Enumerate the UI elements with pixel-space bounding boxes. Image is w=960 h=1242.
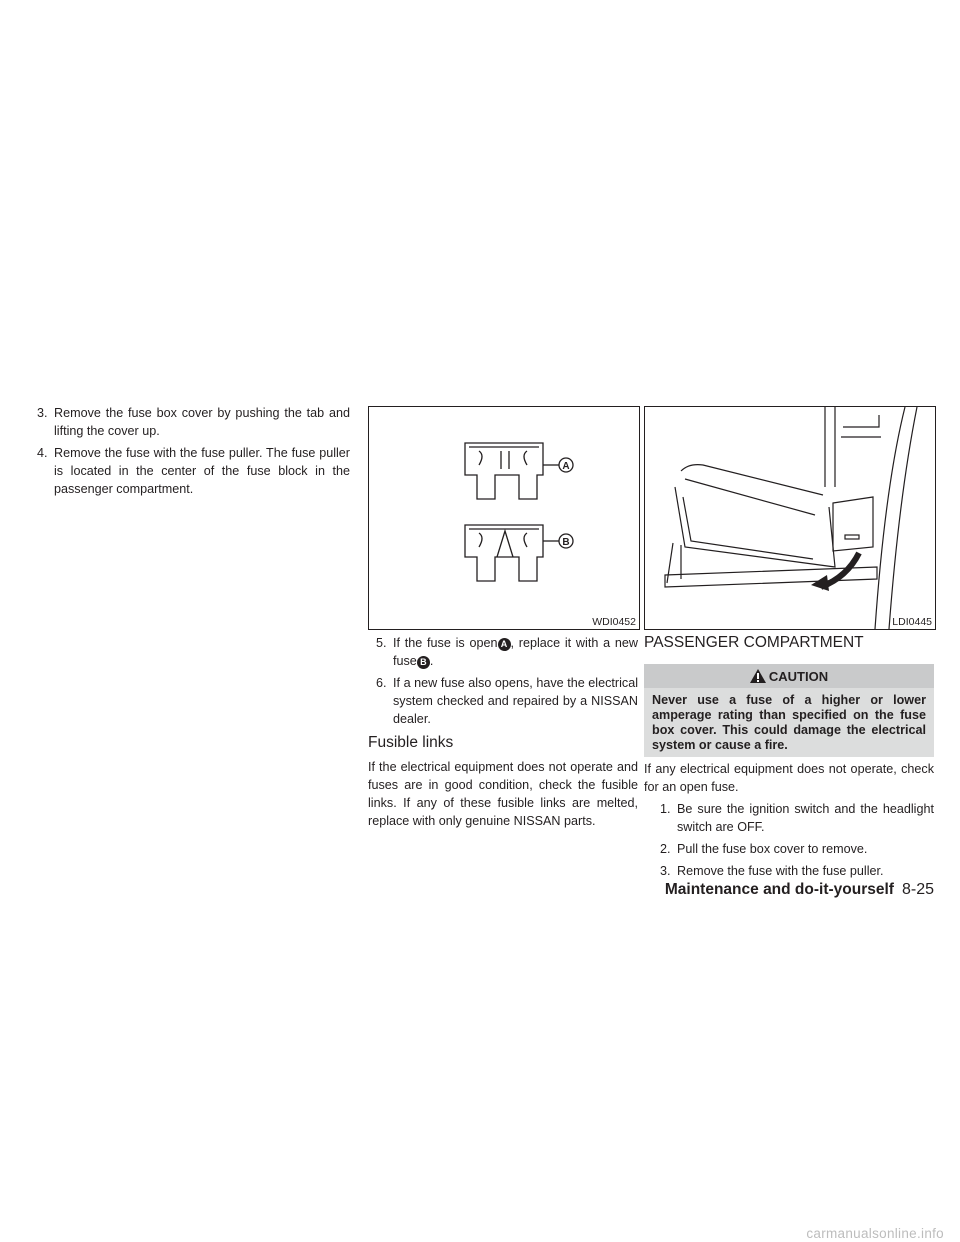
fusible-links-heading: Fusible links: [368, 734, 454, 751]
step-number: 4.: [37, 446, 48, 460]
step-text: If a new fuse also opens, have the electrical system checked and repaired by a NISSAN dealer.: [393, 676, 638, 726]
figure-code: WDI0452: [592, 616, 636, 628]
warning-icon: [750, 669, 766, 683]
intro-text: If any electrical equipment does not operate, check for an open fuse.: [644, 762, 934, 794]
fuse-box-cover: [833, 497, 873, 551]
step-text: Remove the fuse with the fuse puller.: [677, 864, 884, 878]
step-text: Be sure the ignition switch and the headlight switch are OFF.: [677, 802, 934, 834]
step-number: 3.: [660, 864, 671, 878]
caution-title: CAUTION: [768, 668, 829, 684]
step-number: 2.: [660, 842, 671, 856]
callout-a-label: A: [562, 461, 570, 472]
list-item: [368, 634, 638, 670]
page-footer: [665, 881, 934, 899]
list-item: [644, 840, 934, 858]
caution-box: [644, 664, 934, 757]
callout-b-label: B: [562, 537, 570, 548]
step-text: If the fuse is open A , replace it with a new fuse B .: [393, 636, 638, 668]
step-text: Remove the fuse box cover by pushing the tab and lifting the cover up.: [54, 406, 350, 438]
step-number: 6.: [376, 676, 387, 690]
list-item: [37, 444, 350, 498]
callout-a-icon: A: [498, 638, 511, 651]
figure-code: LDI0445: [892, 616, 932, 628]
step-text: Remove the fuse with the fuse puller. The fuse puller is located in the center of the fuse block in the passenger compartment.: [54, 446, 350, 496]
footer-section: Maintenance and do-it-yourself: [664, 881, 894, 898]
section-heading: PASSENGER COMPARTMENT: [644, 634, 864, 651]
list-item: [644, 800, 934, 836]
list-item: [37, 404, 350, 440]
arrow-head-icon: [811, 575, 829, 591]
step-text: Pull the fuse box cover to remove.: [677, 842, 868, 856]
fuse-drawing: [369, 407, 639, 629]
caution-text: Never use a fuse of a higher or lower amperage rating than specified on the fuse box cover. This could damage the electrical system or cause a fire.: [652, 693, 926, 752]
glovebox-drawing: [645, 407, 935, 629]
list-item: [644, 862, 934, 880]
left-column: [37, 404, 350, 502]
step-number: 1.: [660, 802, 671, 816]
step-number: 3.: [37, 406, 48, 420]
glovebox-illustration: [644, 406, 936, 630]
middle-column: [368, 634, 638, 834]
caution-header: [644, 664, 934, 688]
watermark: carmanualsonline.info: [806, 1226, 944, 1241]
step-number: 5.: [376, 636, 387, 650]
page-number: 8-25: [901, 881, 934, 898]
callout-b-icon: B: [417, 656, 430, 669]
fusible-links-text: If the electrical equipment does not operate and fuses are in good condition, check the fusible links. If any of these fusible links are melted, replace with only genuine NISSAN parts.: [368, 760, 638, 828]
fuse-illustration: [368, 406, 640, 630]
right-column-body: [644, 760, 934, 884]
fuse-a-shape: [465, 443, 543, 499]
list-item: [368, 674, 638, 728]
right-column: [644, 634, 934, 652]
